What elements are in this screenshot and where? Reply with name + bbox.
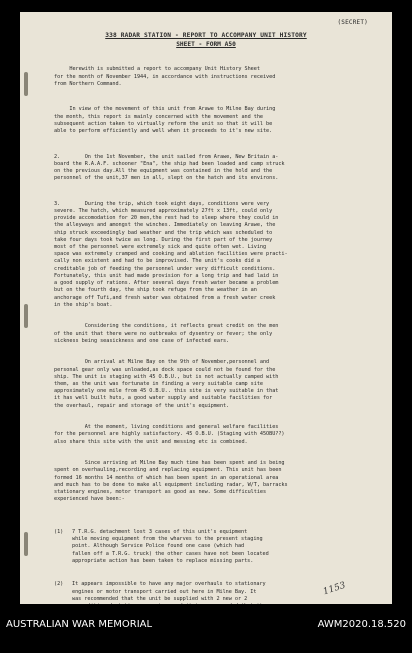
paragraph: At the moment, living conditions and general welfare facilities for the personnel are highly satisfactory. 45 O.B.U. (Staging with 45OBU??) also share this site with the unit and messing etc is combined. (54, 424, 285, 445)
paragraph: Considering the conditions, it reflects great credit on the men of the unit that there were no outbreaks of dysentry or fever; the only sickness being seasickness and one case of infected ears. (54, 323, 279, 344)
list-item-number: (2) (54, 581, 64, 588)
binder-hole-mark (24, 72, 28, 96)
paragraph: 2. On the 1st November, the unit sailed from Arawe, New Britain a- board the R.A.A.F. schooner "Ena", the ship had been loaded and camp struck on the previous day.All the equipment was contained in the hold and the personnel of the unit,37 men in all, slept on the hatch and its environs. (54, 153, 285, 182)
paragraph: In view of the movement of this unit from Arawe to Milne Bay during the month, this report is mainly concerned with the movement and the subsequent action taken to virtually reform the unit so that it will be able to perform efficiently and well when it proceeds to it's new site. (54, 106, 276, 135)
list-item-text: 7 T.R.G. detachment lost 3 cases of this unit's equipment while moving equipment from the wharves to the present staging point. Although Service Police found one case (which had fallen off a T.R.G. truck) the other cases have not been located appropriate action has been taken to replace missing parts. (72, 529, 269, 564)
archive-name: AUSTRALIAN WAR MEMORIAL (6, 618, 153, 630)
document-title: 338 RADAR STATION - REPORT TO ACCOMPANY UNIT HISTORY (105, 32, 307, 39)
binder-hole-mark (24, 304, 28, 328)
document-subtitle: SHEET - FORM A50 (176, 41, 236, 48)
paragraph: On arrival at Milne Bay on the 9th of November,personnel and personal gear only was unloaded,as dock space could not be found for the ship. The unit is staging with 45 O.B.U., but is not actually camped with them, as the unit was fortunate in finding a very suitable camp site approximately one mile from 45 O.B.U.. this site is very suitable in that it has well built huts, a good water supply and suitable facilities for the overhaul, repair and storage of the unit's equipment. (54, 359, 279, 409)
archive-reference: AWM2020.18.520 (317, 618, 406, 630)
archive-footer (0, 612, 412, 636)
document-page (20, 12, 392, 604)
binder-hole-mark (24, 532, 28, 556)
list-item (54, 529, 382, 565)
paragraph: 3. During the trip, which took eight days, conditions were very severe. The hatch, which measured approximately 27ft x 13ft, could only provide accomodation for 20 men,the rest had to sleep where they could in the alleyways and amongst the winches. Immediately on leaving Arawe, the ship struck exceedingly bad weather and the trip which was scheduled to take four days took twice as long. During the first part of the journey most of the personnel were extremely sick and quite often wet. Living space was extremely cramped and cooking and ablution facilities were practi- cally non existent and had to be improvised. The unit's cooks did a creditable job of feeding the personnel under very difficult conditions. Fortunately, this unit had made provision for a long trip and had laid in a good supply of rations. After several days fresh water became a problem but on the fourth day, the ship took refuge from the weather in an anchorage off Tufi,and fresh water was obtained from a fresh water creek in the ship's boat. (54, 200, 288, 308)
paragraph: Since arriving at Milne Bay much time has been spent and is being spent on overhauling,recording and replacing equipment. This unit has been formed 16 months 14 months of which has been spent in an operational area and much has to be done to make all equipment including radar, W/T, barracks stationary engines, motor transport as good as new. Some difficulties experienced have been:- (54, 460, 288, 503)
document-body (54, 52, 382, 604)
list-item-number: (1) (54, 529, 64, 535)
classification-stamp: (SECRET) (337, 19, 368, 26)
paragraph: Herewith is submitted a report to accompany Unit History Sheet for the month of November 1944, in accordance with instructions received from Northern Command. (54, 66, 276, 87)
list-item-text: It appears impossible to have any major overhauls to stationary engines or motor transport carried out here in Milne Bay. It was recommended that the unit be supplied with 2 new or 2 (72, 581, 266, 602)
handwritten-signature: 1153 (322, 580, 347, 598)
